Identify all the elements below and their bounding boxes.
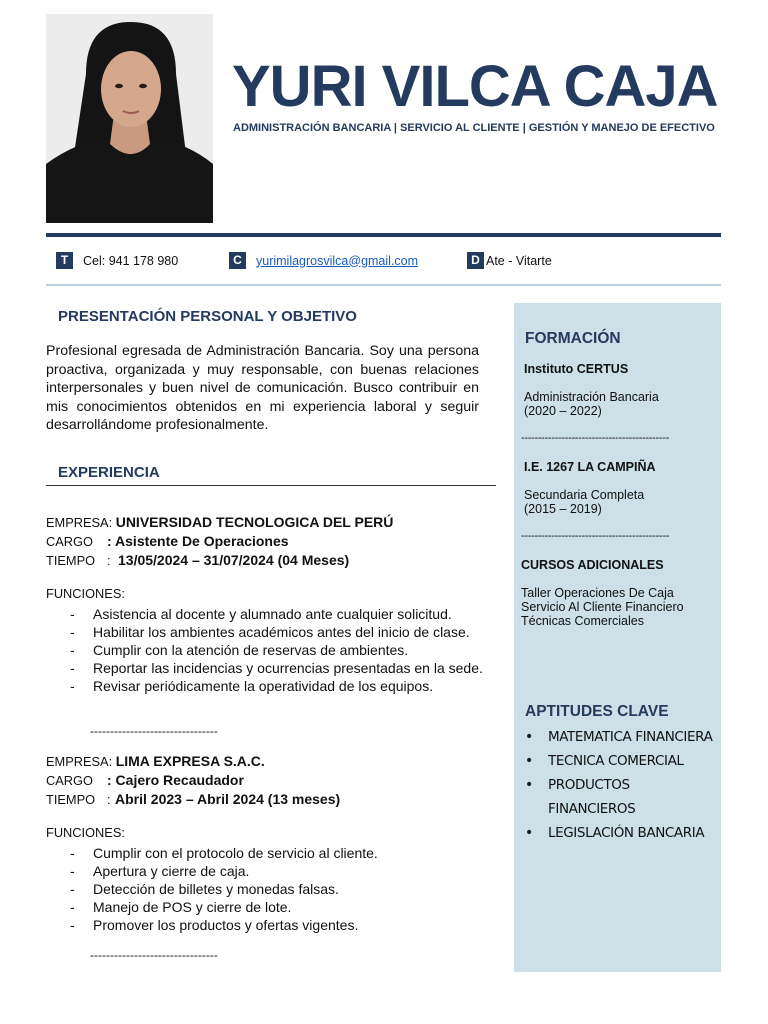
education-program: Secundaria Completa xyxy=(524,488,645,502)
candidate-name: YURI VILCA CAJA xyxy=(232,54,718,119)
email-badge: C xyxy=(229,252,246,269)
phone-badge: T xyxy=(56,252,73,269)
course-item: Técnicas Comerciales xyxy=(521,614,644,628)
address-badge: D xyxy=(467,252,484,269)
skill-label: TECNICA COMERCIAL xyxy=(548,753,684,769)
role-label: CARGO xyxy=(46,534,93,549)
time-colon: : xyxy=(107,553,111,568)
task-item: - Apertura y cierre de caja. xyxy=(46,862,506,880)
bullet-icon: • xyxy=(525,729,533,745)
objective-title: PRESENTACIÓN PERSONAL Y OBJETIVO xyxy=(58,308,357,325)
functions-label: FUNCIONES: xyxy=(46,825,125,840)
contact-phone xyxy=(56,252,178,269)
skill-item xyxy=(524,725,712,749)
course-item: Servicio Al Cliente Financiero xyxy=(521,600,684,614)
experience-rule xyxy=(46,485,496,486)
education-years: (2015 – 2019) xyxy=(524,502,602,516)
sidebar-separator: -------------------------------------------- xyxy=(521,432,669,444)
task-list xyxy=(46,605,506,695)
time-label: TIEMPO xyxy=(46,553,96,568)
role-name: : Asistente De Operaciones xyxy=(107,533,289,549)
profile-photo-illustration xyxy=(46,14,213,223)
company-name: UNIVERSIDAD TECNOLOGICA DEL PERÚ xyxy=(115,514,394,530)
education-institution: Instituto CERTUS xyxy=(524,362,629,376)
skill-item xyxy=(524,749,712,773)
bullet-icon: • xyxy=(525,753,533,769)
time-colon: : xyxy=(107,792,111,807)
phone-text: Cel: 941 178 980 xyxy=(83,253,179,268)
profile-photo xyxy=(46,14,213,223)
skill-label: MATEMATICA FINANCIERA xyxy=(548,729,713,745)
skill-item xyxy=(524,821,712,845)
company-label: EMPRESA: xyxy=(46,515,113,530)
education-institution: I.E. 1267 LA CAMPIÑA xyxy=(524,460,656,474)
task-list xyxy=(46,844,506,934)
company-label: EMPRESA: xyxy=(46,754,113,769)
job-separator: -------------------------------- xyxy=(90,724,218,738)
course-item: Taller Operaciones De Caja xyxy=(521,586,674,600)
education-years: (2020 – 2022) xyxy=(524,404,602,418)
education-title: FORMACIÓN xyxy=(525,330,621,347)
professional-tagline: ADMINISTRACIÓN BANCARIA | SERVICIO AL CLIENTE | GESTIÓN Y MANEJO DE EFECTIVO xyxy=(233,122,715,134)
task-item: - Cumplir con la atención de reservas de ambientes. xyxy=(46,641,506,659)
task-item: - Promover los productos y ofertas vigentes. xyxy=(46,916,506,934)
task-item: - Habilitar los ambientes académicos antes del inicio de clase. xyxy=(46,623,506,641)
contact-address xyxy=(467,252,552,269)
skill-label: PRODUCTOS FINANCIEROS xyxy=(548,777,636,817)
role-name: : Cajero Recaudador xyxy=(107,772,244,788)
time-label: TIEMPO xyxy=(46,792,96,807)
skills-title: APTITUDES CLAVE xyxy=(525,703,669,720)
objective-text: Profesional egresada de Administración Bancaria. Soy una persona proactiva, organizada y muy responsable, con buenas relaciones interpersonales y buen nivel de comunicación. Busco contribuir en mis conocimientos obtenidos en mi experiencia laboral y seguir desarrollándome profesionalmente. xyxy=(46,343,479,433)
time-range: 13/05/2024 – 31/07/2024 (04 Meses) xyxy=(118,552,350,568)
email-link[interactable]: yurimilagrosvilca@gmail.com xyxy=(256,253,419,268)
courses-title: CURSOS ADICIONALES xyxy=(521,558,664,572)
address-text: Ate - Vitarte xyxy=(486,253,552,268)
job-entry xyxy=(46,513,506,695)
bullet-icon: • xyxy=(525,825,533,841)
job-entry xyxy=(46,752,506,934)
contact-email xyxy=(229,252,418,269)
task-item: - Cumplir con el protocolo de servicio al cliente. xyxy=(46,844,506,862)
time-range: Abril 2023 – Abril 2024 (13 meses) xyxy=(115,791,341,807)
header-divider xyxy=(46,233,721,237)
task-item: - Reportar las incidencias y ocurrencias presentadas en la sede. xyxy=(46,659,506,677)
experience-title: EXPERIENCIA xyxy=(58,464,160,481)
sidebar-separator: -------------------------------------------- xyxy=(521,530,669,542)
bullet-icon: • xyxy=(525,777,533,793)
functions-label: FUNCIONES: xyxy=(46,586,125,601)
skills-list xyxy=(524,725,712,845)
contact-divider xyxy=(46,284,721,286)
job-separator: -------------------------------- xyxy=(90,948,218,962)
task-item: - Manejo de POS y cierre de lote. xyxy=(46,898,506,916)
role-label: CARGO xyxy=(46,773,93,788)
education-program: Administración Bancaria xyxy=(524,390,659,404)
task-item: - Asistencia al docente y alumnado ante cualquier solicitud. xyxy=(46,605,506,623)
task-item: - Detección de billetes y monedas falsas. xyxy=(46,880,506,898)
skill-item xyxy=(524,773,698,821)
task-item: - Revisar periódicamente la operatividad de los equipos. xyxy=(46,677,506,695)
company-name: LIMA EXPRESA S.A.C. xyxy=(115,753,265,769)
skill-label: LEGISLACIÓN BANCARIA xyxy=(548,825,705,841)
